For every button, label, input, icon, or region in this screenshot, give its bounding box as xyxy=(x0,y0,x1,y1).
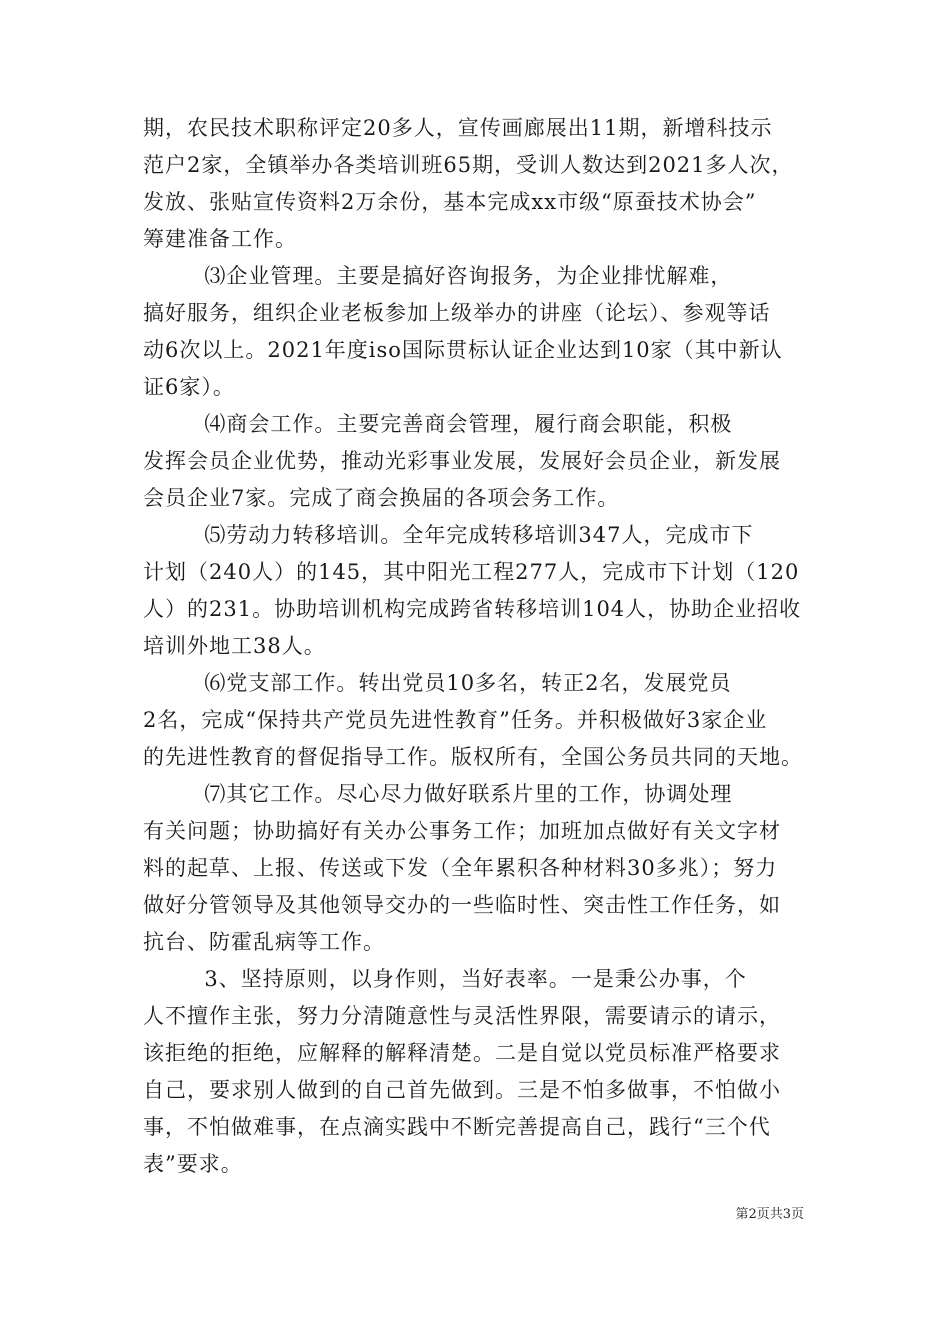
paragraph-continuation: 期，农民技术职称评定20多人，宣传画廊展出11期，新增科技示 范户2家，全镇举办各类培训班65期，受训人数达到2021多人次， 发放、张贴宣传资料2万余份，基本完成xx市级“原蚕技术协会” 筹建准备工作。 xyxy=(143,116,794,251)
paragraph-chamber-of-commerce: ⑷商会工作。主要完善商会管理，履行商会职能，积极 发挥会员企业优势，推动光彩事业发展，发展好会员企业，新发展 会员企业7家。完成了商会换届的各项会务工作。 xyxy=(143,412,781,510)
document-body xyxy=(143,110,813,1183)
paragraph-labor-transfer-training: ⑸劳动力转移培训。全年完成转移培训347人，完成市下 计划（240人）的145，其中阳光工程277人，完成市下计划（120 人）的231。协助培训机构完成跨省转移培训104人，协助企业招收 培训外地工38人。 xyxy=(143,523,802,658)
page-number: 第2页共3页 xyxy=(735,1207,804,1222)
paragraph-other-work: ⑺其它工作。尽心尽力做好联系片里的工作，协调处理 有关问题；协助搞好有关办公事务工作；加班加点做好有关文字材 料的起草、上报、传送或下发（全年累积各种材料30多兆）；努力 做好分管领导及其他领导交办的一些临时性、突击性工作任务，如 抗台、防霍乱病等工作。 xyxy=(143,782,781,954)
paragraph-enterprise-management: ⑶企业管理。主要是搞好咨询报务，为企业排忧解难， 搞好服务，组织企业老板参加上级举办的讲座（论坛）、参观等话 动6次以上。2021年度iso国际贯标认证企业达到10家（其中新认 证6家）。 xyxy=(143,264,783,399)
paragraph-principles: 3、坚持原则，以身作则，当好表率。一是秉公办事，个 人不擅作主张，努力分清随意性与灵活性界限，需要请示的请示， 该拒绝的拒绝，应解释的解释清楚。二是自觉以党员标准严格要求 自己，要求别人做到的自己首先做到。三是不怕多做事，不怕做小 事，不怕做难事，在点滴实践中不断完善提高自己，践行“三个代 表”要求。 xyxy=(143,967,781,1176)
paragraph-party-branch: ⑹党支部工作。转出党员10多名，转正2名，发展党员 2名，完成“保持共产党员先进性教育”任务。并积极做好3家企业 的先进性教育的督促指导工作。版权所有，全国公务员共同的天地。 xyxy=(143,671,803,769)
